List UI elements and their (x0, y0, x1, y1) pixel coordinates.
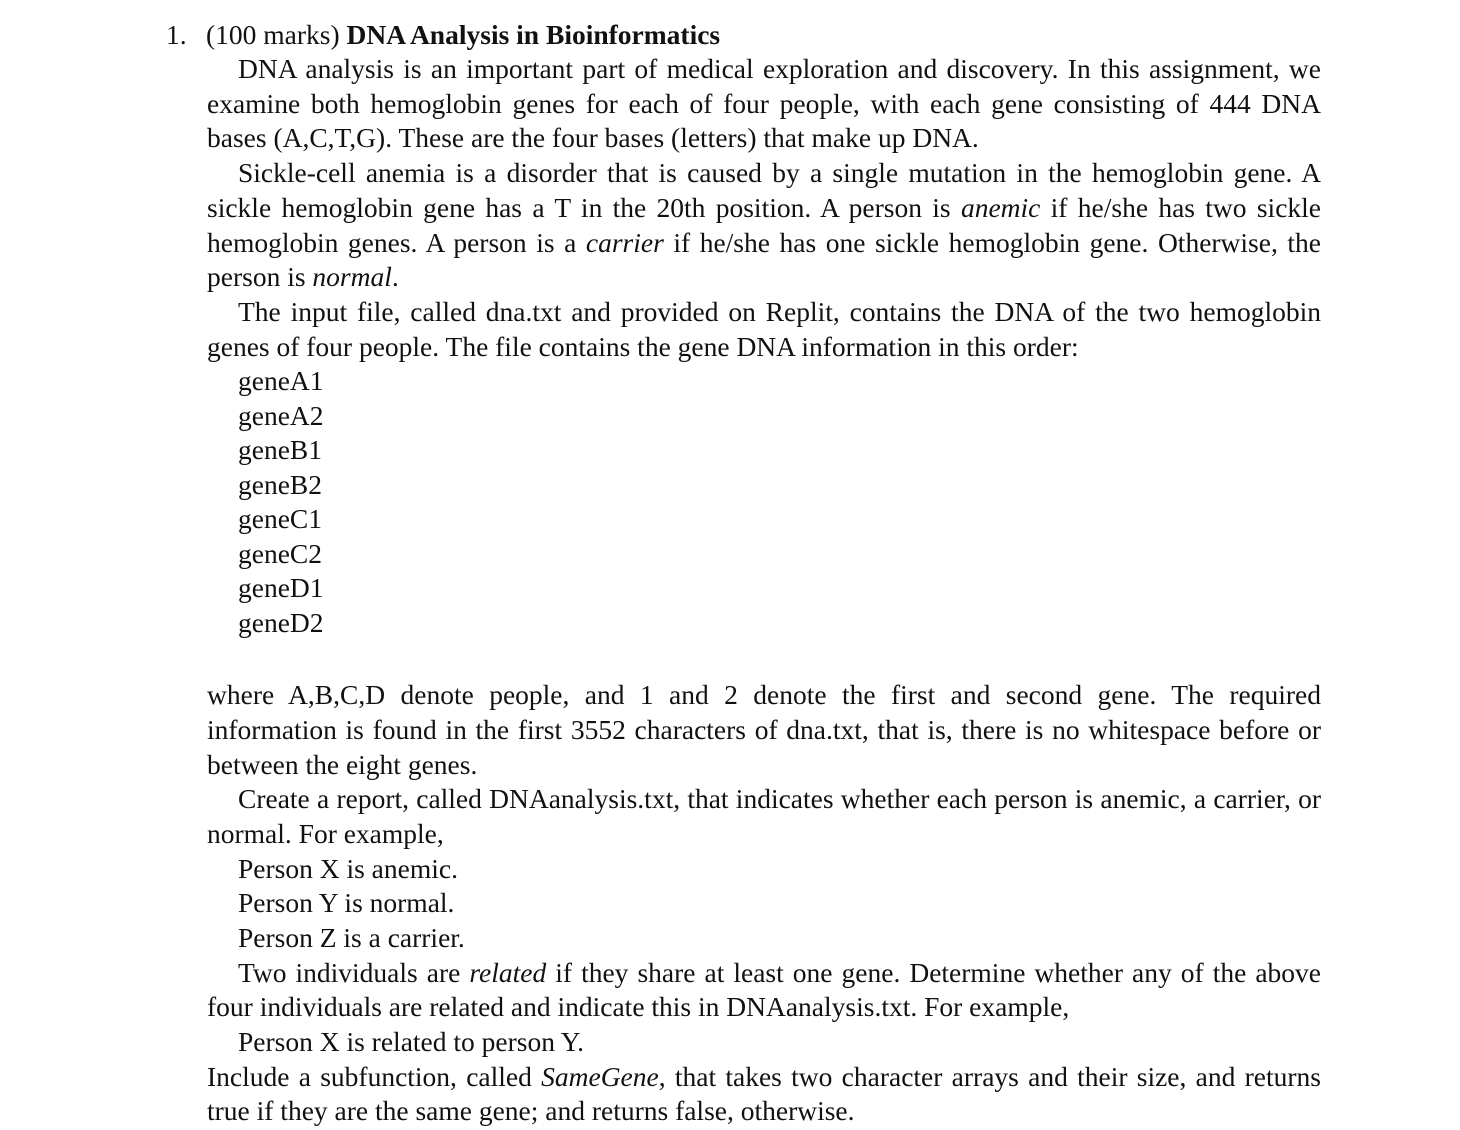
paragraph-text: if he/she has one sickle hemoglobin gene. Otherwise, the person is (207, 226, 1321, 293)
example-line: Person Z is a carrier. (238, 922, 465, 954)
spacer (207, 640, 1321, 678)
question-title: DNA Analysis in Bioinformatics (346, 19, 721, 50)
gene-item: geneC2 (238, 537, 323, 569)
question-heading (166, 17, 720, 52)
gene-item: geneD2 (238, 606, 324, 638)
paragraph-text: . (391, 261, 399, 293)
gene-list (207, 364, 1321, 640)
paragraph-report: Create a report, called DNAanalysis.txt, that indicates whether each person is anemic, a carrier, or normal. For example, (207, 783, 1321, 850)
paragraph-text: Sickle-cell anemia is a disorder that is caused by a single mutation in the hemoglobin gene. A sickle hemoglobin gene has a T in the 20th position. A person is (207, 157, 1321, 223)
gene-item: geneA2 (238, 399, 324, 431)
paragraph-related (207, 956, 1321, 1025)
gene-item: geneD1 (238, 572, 324, 604)
paragraph-text: Two individuals are (238, 956, 470, 988)
question-number: 1. (166, 19, 187, 50)
term-anemic: anemic (960, 191, 1041, 223)
term-samegene: SameGene (541, 1060, 659, 1092)
term-carrier: carrier (585, 226, 664, 258)
example-line: Person X is related to person Y. (238, 1026, 584, 1058)
paragraph-intro: DNA analysis is an important part of medical exploration and discovery. In this assignment, we examine both hemoglobin genes for each of four people, with each gene consisting of 444 DNA bases (A,C,T,G). These are the four bases (letters) that make up DNA. (207, 53, 1321, 154)
paragraph-where: where A,B,C,D denote people, and 1 and 2 denote the first and second gene. The required information is found in the first 3552 characters of dna.txt, that is, there is no whitespace before or between the eight genes. (207, 679, 1321, 780)
gene-item: geneA1 (238, 365, 324, 397)
question-marks: (100 marks) (206, 19, 340, 50)
term-related: related (469, 956, 547, 988)
paragraph-text: if they share at least one gene. Determine whether any of the above four individuals are related and indicate this in DNAanalysis.txt. For example, (207, 956, 1321, 1023)
example-line: Person X is anemic. (238, 852, 458, 884)
paragraph-subfunction (207, 1060, 1321, 1129)
paragraph-input-file: The input file, called dna.txt and provided on Replit, contains the DNA of the two hemoglobin genes of four people. The file contains the gene DNA information in this order: (207, 295, 1321, 362)
question-body (207, 52, 1321, 1129)
example-line: Person Y is normal. (238, 887, 455, 919)
gene-item: geneB1 (238, 434, 323, 466)
paragraph-sickle-cell (207, 156, 1321, 295)
paragraph-text: Include a subfunction, called (207, 1060, 542, 1092)
gene-item: geneC1 (238, 503, 323, 535)
paragraph-text: if he/she has two sickle hemoglobin genes. A person is a (207, 191, 1321, 258)
term-normal: normal (312, 261, 392, 293)
gene-item: geneB2 (238, 468, 323, 500)
paragraph-text: , that takes two character arrays and their size, and returns true if they are the same gene; and returns false, otherwise. (207, 1060, 1321, 1127)
